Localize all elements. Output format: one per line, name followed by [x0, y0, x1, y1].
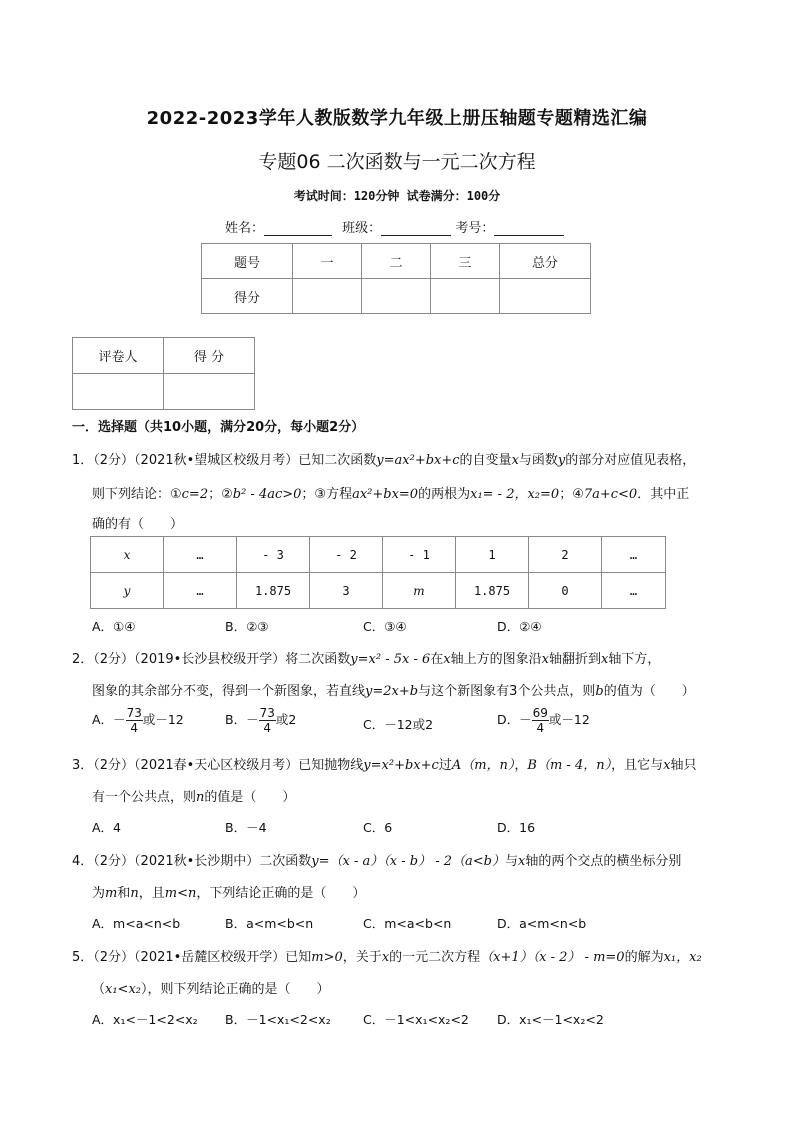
- q4-func: y=（x - a）（x - b） - 2（a<b）: [311, 854, 505, 869]
- q2-var: x: [541, 652, 549, 667]
- q3-option-b[interactable]: B．－4: [225, 820, 267, 835]
- q4-text: 与: [504, 854, 518, 869]
- name-blank[interactable]: [264, 221, 332, 236]
- x-label: x: [123, 547, 131, 562]
- q2-var: x: [443, 652, 451, 667]
- q2-func: y=x² - 5x - 6: [350, 652, 431, 667]
- q3-option-d[interactable]: D．16: [497, 820, 536, 835]
- numerator: 73: [259, 706, 275, 720]
- q2-text: 图象的其余部分不变，得到一个新图象，若直线: [92, 684, 366, 699]
- q2-text: 轴上方的图象沿: [450, 652, 542, 667]
- q1-math: b² - 4ac>0: [232, 487, 302, 502]
- name-label: 姓名：: [225, 221, 265, 236]
- q1-var: x: [511, 453, 519, 468]
- q4-text: ，下列结论正确的是（ ）: [196, 886, 366, 901]
- q1-math: ax²+bx=0: [352, 487, 419, 502]
- q5-line2: [92, 978, 330, 997]
- q2-text: 轴翻折到: [548, 652, 601, 667]
- q1-text: ；③方程: [301, 487, 353, 502]
- q4-line2: [92, 882, 365, 901]
- q1-text: 的两根为: [418, 487, 471, 502]
- score-header-cell: 一: [293, 244, 362, 279]
- score-table: [201, 243, 591, 314]
- table-cell: …: [164, 573, 237, 609]
- q4-option-d[interactable]: D．a<m<n<b: [497, 916, 587, 931]
- q2-text: 与这个新图象有3个公共点，则: [418, 684, 596, 699]
- table-cell: 0: [529, 573, 602, 609]
- q5-math: （x+1）（x - 2） - m=0: [480, 950, 625, 965]
- q2-option-d[interactable]: [497, 706, 590, 735]
- q2-option-b[interactable]: [225, 706, 296, 735]
- q5-line1: [72, 946, 702, 965]
- table-cell: - 3: [237, 537, 310, 573]
- q5-text: 的一元二次方程: [389, 950, 481, 965]
- q2-opt-text: 或－12: [548, 712, 590, 727]
- q2-opt-text: A．－: [92, 712, 126, 727]
- grader-cell[interactable]: [73, 374, 164, 410]
- q2-var: b: [595, 684, 604, 699]
- q3-text: 3．（2分）（2021春•天心区校级月考）已知抛物线: [72, 758, 364, 773]
- y-header-cell: [91, 573, 164, 609]
- table-cell: 1: [456, 537, 529, 573]
- q4-text: 为: [92, 886, 106, 901]
- q2-line2: [92, 680, 695, 699]
- table-cell: - 1: [383, 537, 456, 573]
- table-cell: …: [164, 537, 237, 573]
- q2-option-c[interactable]: C．－12或2: [363, 717, 434, 732]
- q4-var: m: [105, 886, 118, 901]
- table-var-m: m: [413, 583, 425, 598]
- q2-line1: [72, 648, 660, 667]
- score-cell[interactable]: [293, 279, 362, 314]
- class-label: 班级：: [342, 221, 382, 236]
- q2-var: x: [601, 652, 609, 667]
- grader-table: [72, 337, 255, 410]
- q1-func: y=ax²+bx+c: [376, 453, 460, 468]
- q2-opt-text: D．－: [497, 712, 532, 727]
- q3-text: ，: [514, 758, 528, 773]
- q3-option-a[interactable]: A．4: [92, 820, 122, 835]
- q1-text: 则下列结论：①: [92, 487, 182, 502]
- q2-text: 轴下方，: [608, 652, 661, 667]
- q3-option-c[interactable]: C．6: [363, 820, 393, 835]
- q4-text: 和: [117, 886, 131, 901]
- paper-subtitle: 专题06 二次函数与一元二次方程: [258, 151, 536, 173]
- q3-text: ，且它与: [611, 758, 664, 773]
- denominator: 4: [263, 721, 272, 735]
- q1-math: 7a+c<0: [583, 487, 638, 502]
- score-header-cell: 三: [431, 244, 500, 279]
- q5-option-d[interactable]: D．x₁<－1<x₂<2: [497, 1012, 604, 1027]
- q1-text: 与函数: [518, 453, 558, 468]
- grader-header: 得 分: [164, 338, 255, 374]
- q1-value-table: [90, 536, 666, 609]
- q4-option-c[interactable]: C．m<a<b<n: [363, 916, 452, 931]
- q2-text: 在: [430, 652, 444, 667]
- denominator: 4: [130, 721, 139, 735]
- x-header-cell: [91, 537, 164, 573]
- q1-option-a[interactable]: A．①④: [92, 619, 136, 634]
- q2-text: 的值为（ ）: [603, 684, 695, 699]
- table-cell: …: [602, 537, 666, 573]
- q2-opt-text: 或－12: [142, 712, 184, 727]
- q3-point: B（m - 4，n）: [527, 758, 612, 773]
- q4-option-b[interactable]: B．a<m<b<n: [225, 916, 314, 931]
- numerator: 69: [532, 706, 548, 720]
- exam-info: 考试时间：120分钟 试卷满分：100分: [293, 189, 501, 203]
- q1-text: 的自变量: [459, 453, 512, 468]
- q5-text: 5．（2分）（2021•岳麓区校级开学）已知: [72, 950, 312, 965]
- number-label: 考号：: [455, 221, 495, 236]
- q3-line1: [72, 754, 696, 773]
- q1-option-c[interactable]: C．③④: [363, 619, 407, 634]
- numerator: 73: [126, 706, 142, 720]
- q1-var: y: [557, 453, 566, 468]
- q1-text: 的部分对应值见表格，: [565, 453, 696, 468]
- fraction: [532, 706, 549, 735]
- q3-text: 轴只: [670, 758, 697, 773]
- q4-var: x: [518, 854, 526, 869]
- q5-option-b[interactable]: B．－1<x₁<2<x₂: [225, 1012, 331, 1027]
- q5-math: x₁，x₂: [663, 950, 702, 965]
- q4-text: 4．（2分）（2021秋•长沙期中）二次函数: [72, 854, 312, 869]
- q2-math: y=2x+b: [365, 684, 419, 699]
- denominator: 4: [536, 721, 545, 735]
- q5-text: 的解为: [624, 950, 664, 965]
- q3-line2: [92, 786, 295, 805]
- q3-text: 过: [438, 758, 452, 773]
- q2-text: 2．（2分）（2019•长沙县校级开学）将二次函数: [72, 652, 351, 667]
- q5-var: x: [381, 950, 390, 965]
- q3-text: 有一个公共点，则: [92, 790, 197, 805]
- table-cell: …: [602, 573, 666, 609]
- grader-cell[interactable]: [164, 374, 255, 410]
- q3-point: A（m，n）: [451, 758, 515, 773]
- q2-opt-text: 或2: [275, 712, 297, 727]
- q5-option-a[interactable]: A．x₁<－1<2<x₂: [92, 1012, 198, 1027]
- q1-line2: [92, 483, 689, 502]
- q1-line1: [72, 449, 695, 468]
- score-header-cell: 总分: [500, 244, 591, 279]
- paper-title: 2022-2023学年人教版数学九年级上册压轴题专题精选汇编: [146, 108, 648, 129]
- q1-option-b[interactable]: B．②③: [225, 619, 269, 634]
- table-cell: 2: [529, 537, 602, 573]
- section-heading: 一．选择题（共10小题，满分20分，每小题2分）: [72, 420, 365, 435]
- score-header-cell: 二: [362, 244, 431, 279]
- score-cell[interactable]: [362, 279, 431, 314]
- q1-text: ；②: [208, 487, 233, 502]
- score-row-label: 得分: [202, 279, 293, 314]
- table-cell: 3: [310, 573, 383, 609]
- q4-line1: [72, 850, 681, 869]
- q4-math: m<n: [164, 886, 197, 901]
- grader-header: 评卷人: [73, 338, 164, 374]
- q1-math: c=2: [181, 487, 209, 502]
- q1-text: ．其中正: [637, 487, 690, 502]
- q4-text: 轴的两个交点的横坐标分别: [525, 854, 682, 869]
- table-cell: 1.875: [456, 573, 529, 609]
- q1-text: ；④: [559, 487, 584, 502]
- q3-text: 的值是（ ）: [204, 790, 296, 805]
- student-info-row: [225, 217, 564, 236]
- q2-opt-text: B．－: [225, 712, 259, 727]
- q5-math: m>0: [311, 950, 343, 965]
- number-blank[interactable]: [494, 221, 564, 236]
- q5-text: ，关于: [342, 950, 382, 965]
- q1-math: x₁= - 2，x₂=0: [470, 487, 560, 502]
- y-label: y: [123, 583, 131, 598]
- q5-text: （: [92, 982, 106, 997]
- q4-option-a[interactable]: A．m<a<n<b: [92, 916, 181, 931]
- score-cell[interactable]: [431, 279, 500, 314]
- q3-func: y=x²+bx+c: [363, 758, 439, 773]
- table-cell: - 2: [310, 537, 383, 573]
- q3-var: x: [663, 758, 671, 773]
- score-cell[interactable]: [500, 279, 591, 314]
- fraction: [126, 706, 143, 735]
- q5-math: x₁<x₂: [105, 982, 141, 997]
- table-cell: 1.875: [237, 573, 310, 609]
- q3-var: n: [196, 790, 205, 805]
- q4-text: ，且: [138, 886, 165, 901]
- score-header-cell: 题号: [202, 244, 293, 279]
- q5-text: ），则下列结论正确的是（ ）: [141, 982, 330, 997]
- q1-text: 1．（2分）（2021秋•望城区校级月考）已知二次函数: [72, 453, 377, 468]
- q1-option-d[interactable]: D．②④: [497, 619, 542, 634]
- table-cell: [383, 573, 456, 609]
- q1-line3: 确的有（ ）: [92, 517, 184, 532]
- q2-option-a[interactable]: [92, 706, 184, 735]
- q5-option-c[interactable]: C．－1<x₁<x₂<2: [363, 1012, 469, 1027]
- fraction: [259, 706, 276, 735]
- q4-var: n: [130, 886, 139, 901]
- class-blank[interactable]: [381, 221, 451, 236]
